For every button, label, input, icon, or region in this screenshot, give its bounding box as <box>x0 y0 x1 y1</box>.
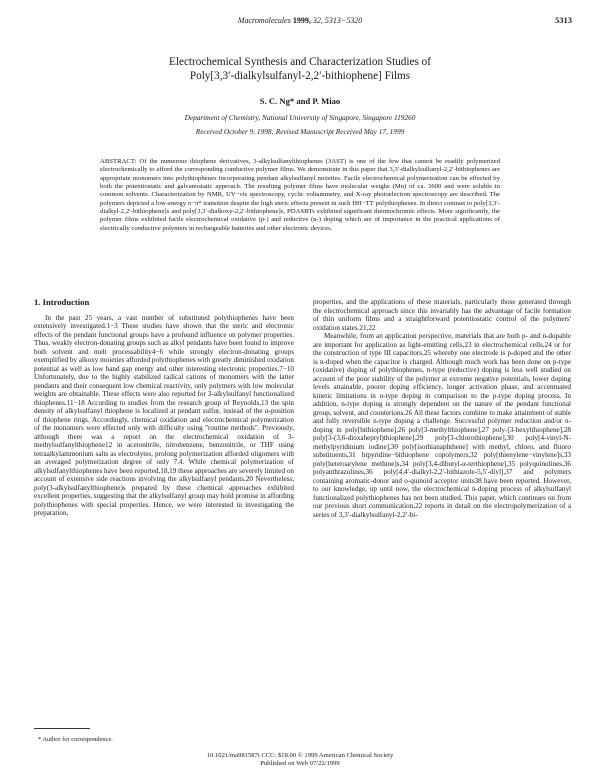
intro-paragraph-continued: properties, and the applications of these materials, particularly those generated through the electrochemical approach since this invariably has the advantage of facile formation of thin uniform films and a straightforward potentiostatic control of the polymers' oxidation states.21,22 <box>313 298 571 332</box>
footnote: * Author for correspondence. <box>38 736 113 743</box>
affiliation: Department of Chemistry, National University of Singapore, Singapore 119260 <box>184 113 416 122</box>
journal-citation <box>0 16 600 25</box>
doi-copyright: 10.1021/ma981587t CCC: $18.00 © 1999 American Chemical Society <box>206 752 394 759</box>
journal-volume-pages: 32, 5313−5320 <box>310 16 363 25</box>
abstract <box>100 158 500 233</box>
received-dates: Received October 9, 1998; Revised Manuscript Received May 17, 1999 <box>195 127 405 136</box>
body-column-right <box>313 298 571 519</box>
intro-paragraph-1: In the past 25 years, a vast number of substituted polythiophenes have been extensively investigated.1−3 These studies have shown that the steric and electronic effects of the pendant functional groups have a profound influence on polymer properties. Thus, weakly electron-donating groups such as alkyl pendants have been found to improve both solvent and melt processability4−6 while strongly electron-donating groups exemplified by alkoxy moieties afforded polythiophenes with greatly diminished oxidation potential as well as low band gap energy and other interesting electronic properties.7−10 Unfortunately, due to the highly stabilized radical cations of monomers with the latter pendants and their consequent low chemical reactivity, only polymers with low molecular weights are obtainable. These effects were also reported for 3-alkylsulfanyl functionalized thiophenes.11−18 According to studies from the research group of Reynolds,13 the spin density of alkylsulfanyl thiophene is localized at pendant sulfur, instead of the α-position of thiophene rings. Accordingly, chemical oxidation and electrochemical polymerization of the monomers were effected only with difficulty using "routine methods". Previously, although there was a report on the electrochemical oxidation of 3-methylsulfanylthiophene12 in acetonitrile, nitrobenzene, benzonitrile, or THF using tetraalkylammonium salts as electrolytes, prolong polymerization afforded oligomers with an averaged polymerization degree of only 7.4. While chemical polymerization of alkylsulfanylthiophenes have been reported,18,19 these approaches are severely limited on account of extensive side reactions involving the alkylsulfanyl pendants.20 Nevertheless, poly(3-alkylsulfanylthiophene)s prepared by these chemical approaches exhibited excellent properties, suggesting that the alkylsulfanyl group may hold promise in affording polythiophenes with special properties. Hence, we were interested in investigating the preparation, <box>34 313 294 517</box>
section-heading: 1. Introduction <box>34 297 90 307</box>
article-title <box>30 55 570 83</box>
footnote-divider <box>34 728 90 729</box>
journal-year: 1999, <box>292 16 311 25</box>
journal-name: Macromolecules <box>237 16 291 25</box>
intro-paragraph-2: Meanwhile, from an application perspective, materials that are both p- and n-dopable are important for application as light-emitting cells,23 in electrochemical cells,24 or for the construction of type III capacitors,25 whereby one electrode is p-doped and the other is n-doped when the capacitor is charged. Although much work has been done on p-type (oxidative) doping of polythiophenes, n-type (reductive) doping is less well studied on account of the poor stability of the polymer at extreme negative potentials, lower doping levels attainable, poorer doping efficiency, longer activation phase, and accentuated kinetic limitations in n-type doping in comparison to the p-type doping process. In addition, n-type doping is strongly dependent on the nature of the pendant functional group, solvent, and counterions.26 All these factors combine to make attainment of stable and fully reversible n-type doping a challenge. Successful polymer reduction and/or n-doping in poly[bithiophene],26 poly[3-methylthiophene],27 poly-[3-hexylthiophene],28 poly[3-(3,6-dioxaheptyl)thiophene],29 poly[3-chlorothiophene],30 poly[4-vinyl-N-methylpyridinium iodine],30 poly[isothianaphthene] with methyl, chloro, and fluoro substituents,31 bipyridine−bithiophene copolymers,32 poly[thienylene−vinylene]s,33 poly[heteroarylene methine]s,34 poly[3,4-dibutyl-α-terthiophene],35 polyquinolines,36 polyanthrazolines,36 poly[4,4′-dialkyl-2,2′-bithiazole-5,5′-diyl],37 and polymers containing aromatic-donor and o-quinoid acceptor units38 have been reported. However, to our knowledge, up until now, the electrochemical n-doping process of alkylsulfanyl functionalized polythiophenes has not been studied. This paper, which continues on from our previous short communication,22 reports in detail on the electropolymerization of a series of 3,3′-dialkylsulfanyl-2,2′-bi- <box>313 332 571 519</box>
published-date: Published on Web 07/22/1999 <box>260 760 340 767</box>
title-line-1: Electrochemical Synthesis and Characterization Studies of <box>169 56 431 68</box>
abstract-text: ABSTRACT: Of the numerous thiophene derivatives, 3-alkylsulfanylthiophenes (3AST) is one of the few that cannot be readily polymerized electrochemically to afford the corresponding conductive polymer films. We demonstrate in this paper that 3,3′-dialkylsulfanyl-2,2′-bithiophenes are appropriate monomers into polythiophenes incorporating pendant alkylsulfanyl moieties. Facile electrochemical polymerization can be effected by both the potentiostatic and galvanostatic approach. The resulting polymer films have molecular weighs (Mn) of ca. 3600 and were soluble in common solvents. Characterization by NMR, UV−vis spectroscopy, cyclic voltammetry, and X-ray photoelectron spectroscopy are described. The polymers depicted a low-energy π−π* transition despite the high steric effects present in such HH−TT polythiophenes. In direct contrast to poly[3,3′-dialkyl-2,2′-bithiophene]s and poly[3,3′-dialkoxy-2,2′-bithiophene]s, PDASBTs exhibited significant thermochromic effects. More significantly, the polymer films exhibited facile electrochemical oxidative (p-) and reductive (n-) doping which are of importance in the practical applications of electrically conductive polymers in rechargeable batteries and other electronic devices. <box>100 158 500 232</box>
page-footer <box>0 752 600 768</box>
body-column-left <box>34 298 294 518</box>
page-number: 5313 <box>555 15 572 25</box>
title-line-2: Poly[3,3′-dialkylsulfanyl-2,2′-bithiophene] Films <box>189 70 411 82</box>
authors: S. C. Ng* and P. Miao <box>259 96 341 106</box>
